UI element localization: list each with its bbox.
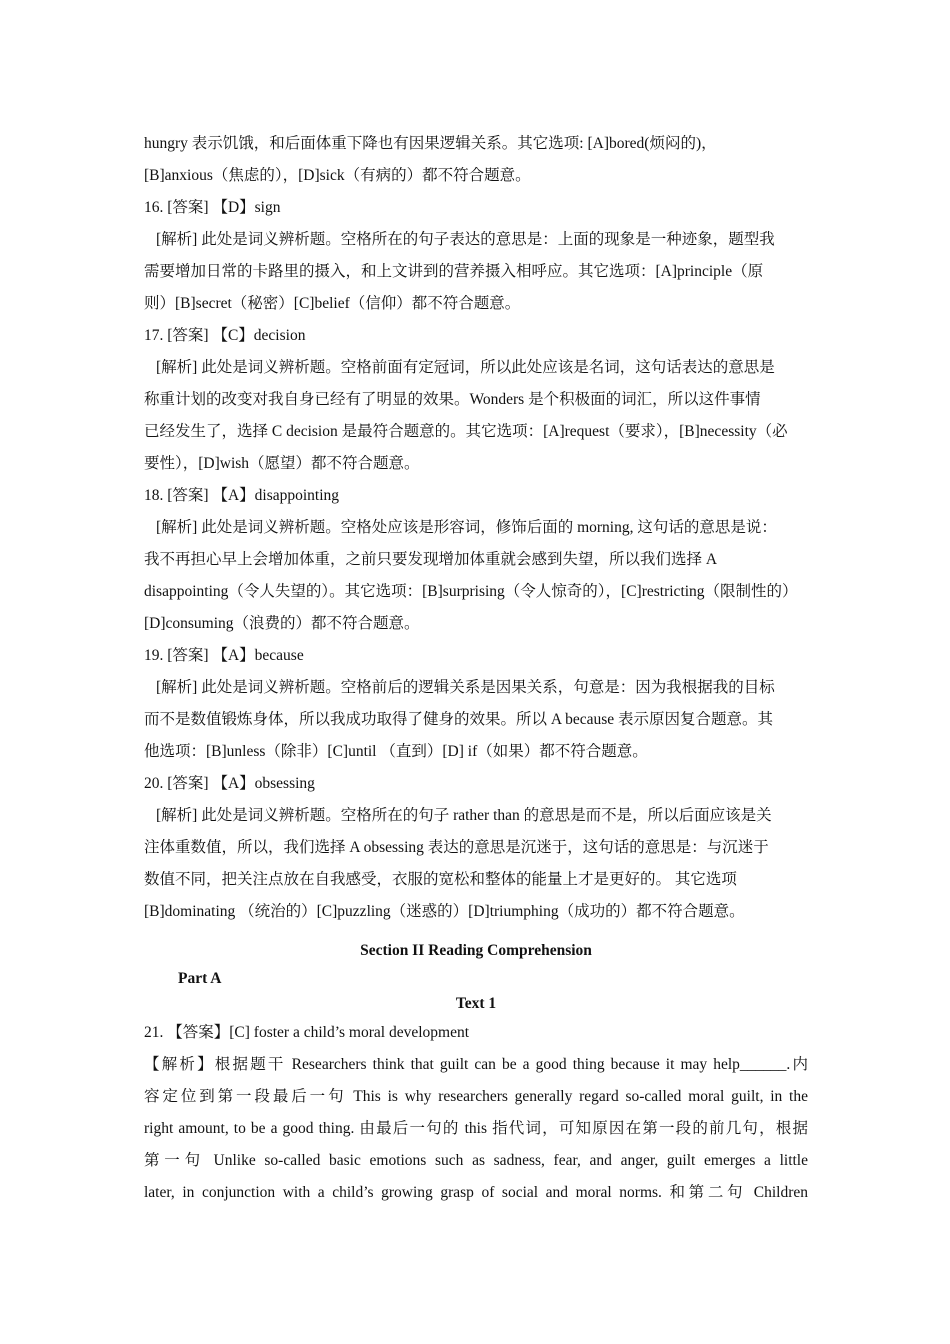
text-line: disappointing（令人失望的）。其它选项：[B]surprising（令人惊奇的），[C]restricting（限制性的） (144, 583, 798, 600)
text-title: Text 1 (455, 995, 497, 1012)
text-line: later, in conjunction with a child’s growing grasp of social and moral norms. 和第二句 Children (144, 1184, 808, 1201)
part-title: Part A (178, 970, 222, 987)
text-line: 我不再担心早上会增加体重，之前只要发现增加体重就会感到失望，所以我们选择 A (144, 551, 718, 568)
analysis-21: 【解析】根据题干 Researchers think that guilt can be a good thing because it may help______.内 (144, 1056, 808, 1073)
answer-20: 20. [答案] 【A】obsessing (144, 775, 315, 792)
analysis-16: [解析] 此处是词义辨析题。空格所在的句子表达的意思是：上面的现象是一种迹象，题型我 (156, 231, 775, 248)
analysis-18: [解析] 此处是词义辨析题。空格处应该是形容词，修饰后面的 morning, 这句话的意思是说： (156, 519, 777, 536)
text-line: 则）[B]secret（秘密）[C]belief（信仰）都不符合题意。 (144, 295, 521, 312)
text-line: 而不是数值锻炼身体，所以我成功取得了健身的效果。所以 A because 表示原因复合题意。其 (144, 711, 774, 728)
answer-16: 16. [答案] 【D】sign (144, 199, 281, 216)
text-line: 称重计划的改变对我自身已经有了明显的效果。Wonders 是个积极面的词汇，所以这件事情 (144, 391, 761, 408)
text-line: [D]consuming（浪费的）都不符合题意。 (144, 615, 420, 632)
text-line: 注体重数值，所以，我们选择 A obsessing 表达的意思是沉迷于，这句话的意思是：与沉迷于 (144, 839, 769, 856)
text-line: 要性），[D]wish（愿望）都不符合题意。 (144, 455, 420, 472)
text-line: [B]anxious（焦虑的），[D]sick（有病的）都不符合题意。 (144, 167, 531, 184)
section-title: Section II Reading Comprehension (360, 942, 592, 959)
text-line: hungry 表示饥饿，和后面体重下降也有因果逻辑关系。其它选项: [A]bored(烦闷的)， (144, 135, 717, 152)
text-line: [B]dominating （统治的）[C]puzzling（迷惑的）[D]triumphing（成功的）都不符合题意。 (144, 903, 745, 920)
text-line: 第一句 Unlike so-called basic emotions such as sadness, fear, and anger, guilt emerges a little (144, 1152, 808, 1169)
text-line: 容定位到第一段最后一句 This is why researchers generally regard so-called moral guilt, in the (144, 1088, 808, 1105)
text-line: 已经发生了，选择 C decision 是最符合题意的。其它选项：[A]request（要求），[B]necessity（必 (144, 423, 788, 440)
analysis-19: [解析] 此处是词义辨析题。空格前后的逻辑关系是因果关系，句意是：因为我根据我的目标 (156, 679, 775, 696)
content-column (144, 128, 808, 1209)
analysis-20: [解析] 此处是词义辨析题。空格所在的句子 rather than 的意思是而不是，所以后面应该是关 (156, 807, 772, 824)
text-line: 数值不同，把关注点放在自我感受，衣服的宽松和整体的能量上才是更好的。 其它选项 (144, 871, 737, 888)
answer-17: 17. [答案] 【C】decision (144, 327, 306, 344)
answer-21: 21. 【答案】[C] foster a child’s moral development (144, 1024, 470, 1041)
text-line: right amount, to be a good thing. 由最后一句的 this 指代词，可知原因在第一段的前几句，根据 (144, 1120, 808, 1137)
analysis-17: [解析] 此处是词义辨析题。空格前面有定冠词，所以此处应该是名词，这句话表达的意思是 (156, 359, 775, 376)
text-line: 需要增加日常的卡路里的摄入，和上文讲到的营养摄入相呼应。其它选项：[A]principle（原 (144, 263, 764, 280)
answer-19: 19. [答案] 【A】because (144, 647, 304, 664)
text-line: 他选项：[B]unless（除非）[C]until （直到）[D] if（如果）都不符合题意。 (144, 743, 648, 760)
answer-18: 18. [答案] 【A】disappointing (144, 487, 340, 504)
